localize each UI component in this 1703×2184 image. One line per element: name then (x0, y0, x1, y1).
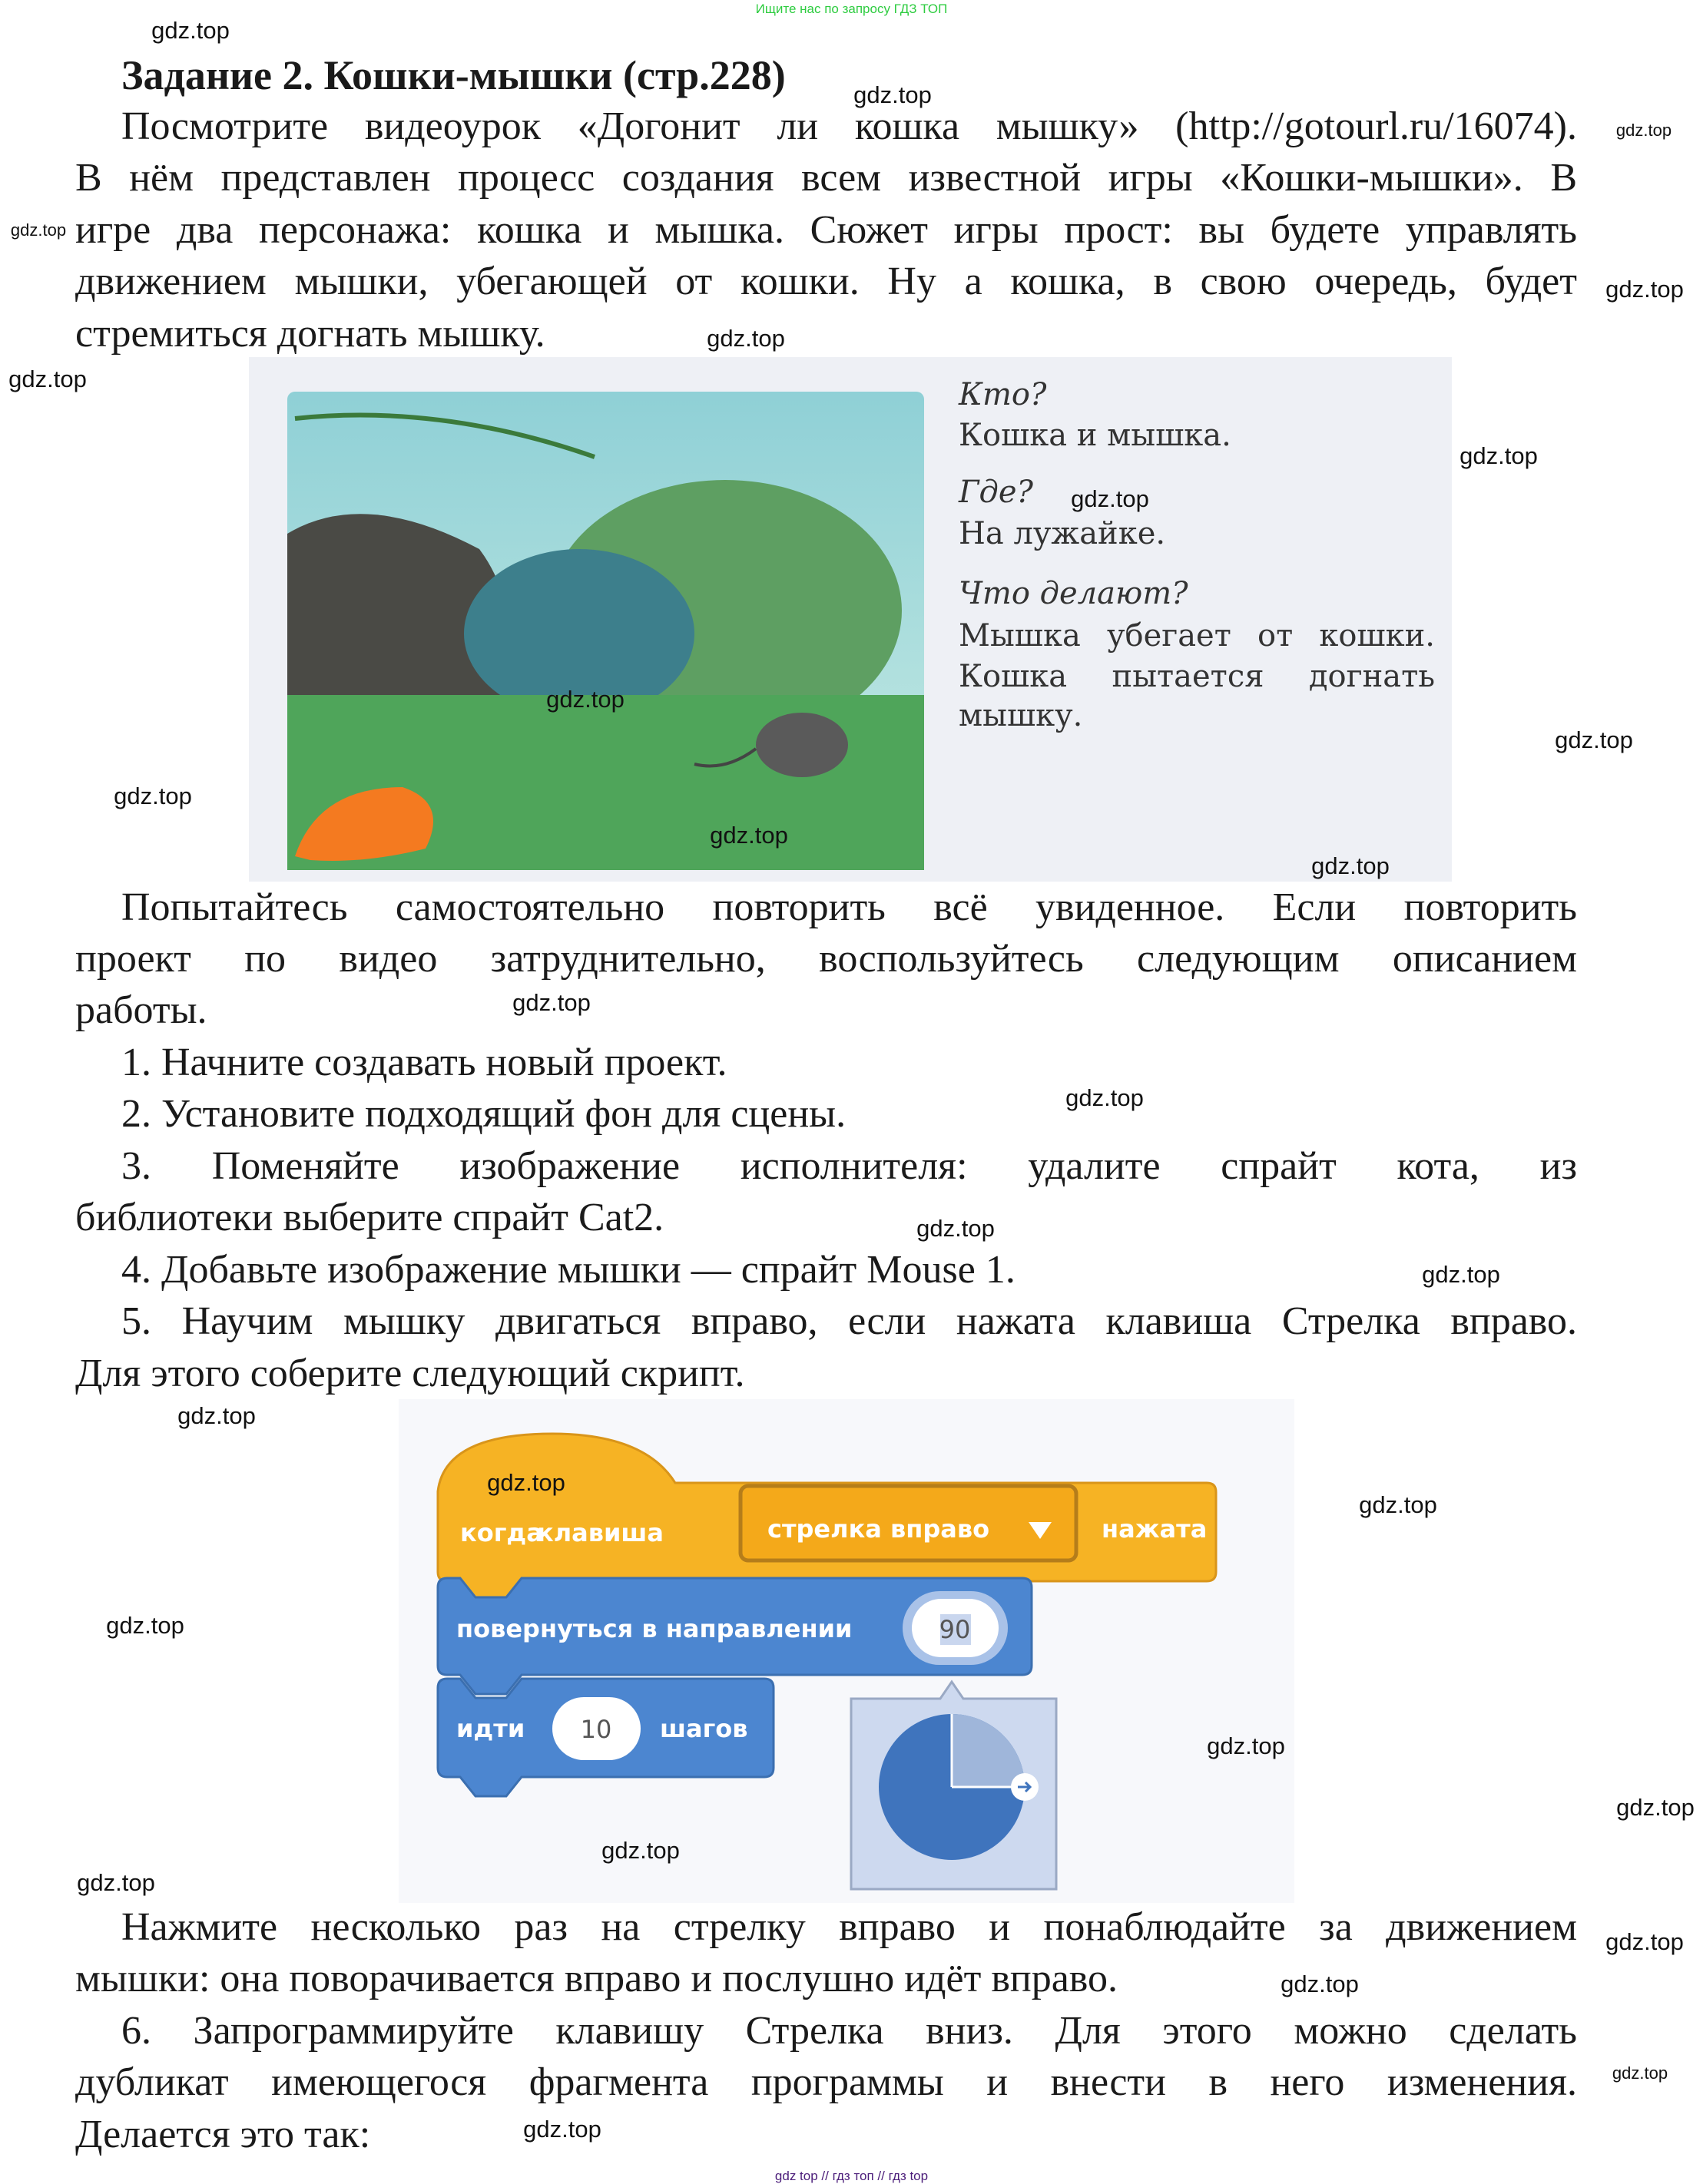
step-item: 2. Установите подходящий фон для сцены. (121, 1092, 847, 1136)
watermark: gdz.top (487, 1469, 565, 1496)
where-answer: На лужайке. (959, 516, 1166, 551)
intro-line: игре два персонажа: кошка и мышка. Сюжет игры прост: вы будете управлять (75, 208, 1577, 252)
watermark: gdz.top (1605, 276, 1684, 303)
hat-when-label: когда (460, 1518, 543, 1547)
direction-value: 90 (939, 1615, 971, 1644)
paragraph-line: Делается это так: (75, 2113, 371, 2156)
step-item: 4. Добавьте изображение мышки — спрайт Mouse 1. (121, 1248, 1016, 1292)
direction-dial-popup (851, 1682, 1056, 1889)
watermark: gdz.top (546, 686, 625, 713)
paragraph-line: Нажмите несколько раз на стрелку вправо и понаблюдайте за движением (121, 1905, 1577, 1949)
search-banner: Ищите нас по запросу ГДЗ ТОП (755, 2, 948, 16)
watermark: gdz.top (1065, 1084, 1144, 1111)
task-title: Задание 2. Кошки-мышки (стр.228) (121, 52, 786, 98)
watermark: gdz.top (707, 325, 785, 352)
paragraph-line: 6. Запрограммируйте клавишу Стрелка вниз. Для этого можно сделать (121, 2009, 1577, 2053)
watermark: gdz.top (177, 1402, 256, 1429)
key-dropdown-value: стрелка вправо (767, 1514, 990, 1544)
paragraph-line: работы. (75, 988, 207, 1032)
watermark: gdz.top (710, 822, 788, 849)
intro-line: движением мышки, убегающей от кошки. Ну а кошка, в свою очередь, будет (75, 260, 1577, 303)
step-item: 1. Начните создавать новый проект. (121, 1041, 727, 1084)
watermark: gdz.top (1359, 1491, 1437, 1518)
watermark: gdz.top (1207, 1732, 1285, 1759)
watermark: gdz.top (853, 81, 932, 108)
move-label: идти (456, 1714, 525, 1743)
watermark: gdz.top (1605, 1928, 1684, 1955)
where-question: Где? (959, 475, 1033, 510)
watermark: gdz.top (512, 989, 591, 1016)
step-item: 3. Поменяйте изображение исполнителя: удалите спрайт кота, из (121, 1144, 1577, 1188)
watermark: gdz.top (1459, 442, 1538, 469)
watermark: gdz.top (77, 1869, 155, 1896)
watermark: gdz.top (1615, 121, 1672, 140)
watermark: gdz.top (1555, 726, 1633, 753)
intro-line: стремиться догнать мышку. (75, 312, 545, 356)
mouse-figure (756, 713, 848, 777)
watermark: gdz.top (10, 220, 67, 240)
watermark: gdz.top (8, 366, 87, 392)
watermark: gdz.top (916, 1215, 995, 1242)
watermark: gdz.top (106, 1612, 184, 1639)
who-question: Кто? (959, 377, 1047, 412)
intro-line: Посмотрите видеоурок «Догонит ли кошка мышку» (http://gotourl.ru/16074). (121, 104, 1577, 148)
watermark: gdz.top (1311, 852, 1390, 879)
watermark: gdz.top (1422, 1261, 1500, 1288)
watermark: gdz.top (1612, 2063, 1668, 2083)
watermark: gdz.top (151, 17, 230, 44)
what-answer: Мышка убегает от кошки. (959, 618, 1435, 654)
footer-watermark: gdz top // гдз топ // гдз top (774, 2169, 929, 2183)
who-answer: Кошка и мышка. (959, 418, 1231, 453)
watermark: gdz.top (1071, 485, 1149, 512)
turn-label: повернуться в направлении (456, 1614, 853, 1643)
move-unit-label: шагов (660, 1714, 748, 1743)
watermark: gdz.top (114, 783, 192, 809)
paragraph-line: Попытайтесь самостоятельно повторить всё увиденное. Если повторить (121, 885, 1577, 929)
hat-key-label: клавиша (537, 1518, 664, 1547)
intro-line: В нём представлен процесс создания всем известной игры «Кошки-мышки». В (75, 156, 1577, 200)
watermark: gdz.top (1616, 1794, 1695, 1821)
cat-mouse-illustration (249, 357, 1452, 882)
paragraph-line: проект по видео затруднительно, воспользуйтесь следующим описанием (75, 937, 1577, 981)
step-item: библиотеки выберите спрайт Cat2. (75, 1196, 664, 1239)
what-question: Что делают? (959, 576, 1188, 611)
paragraph-line: мышки: она поворачивается вправо и послушно идёт вправо. (75, 1957, 1118, 2000)
watermark: gdz.top (1281, 1971, 1359, 1997)
hat-pressed-label: нажата (1102, 1514, 1208, 1544)
step-item: 5. Научим мышку двигаться вправо, если нажата клавиша Стрелка вправо. (121, 1299, 1577, 1343)
steps-value: 10 (580, 1715, 612, 1744)
what-answer: Кошка пытается догнать (959, 659, 1435, 694)
step-item: Для этого соберите следующий скрипт. (75, 1352, 745, 1395)
what-answer: мышку. (959, 698, 1083, 733)
watermark: gdz.top (523, 2116, 601, 2143)
watermark: gdz.top (601, 1837, 680, 1864)
paragraph-line: дубликат имеющегося фрагмента программы и внести в него изменения. (75, 2060, 1577, 2104)
